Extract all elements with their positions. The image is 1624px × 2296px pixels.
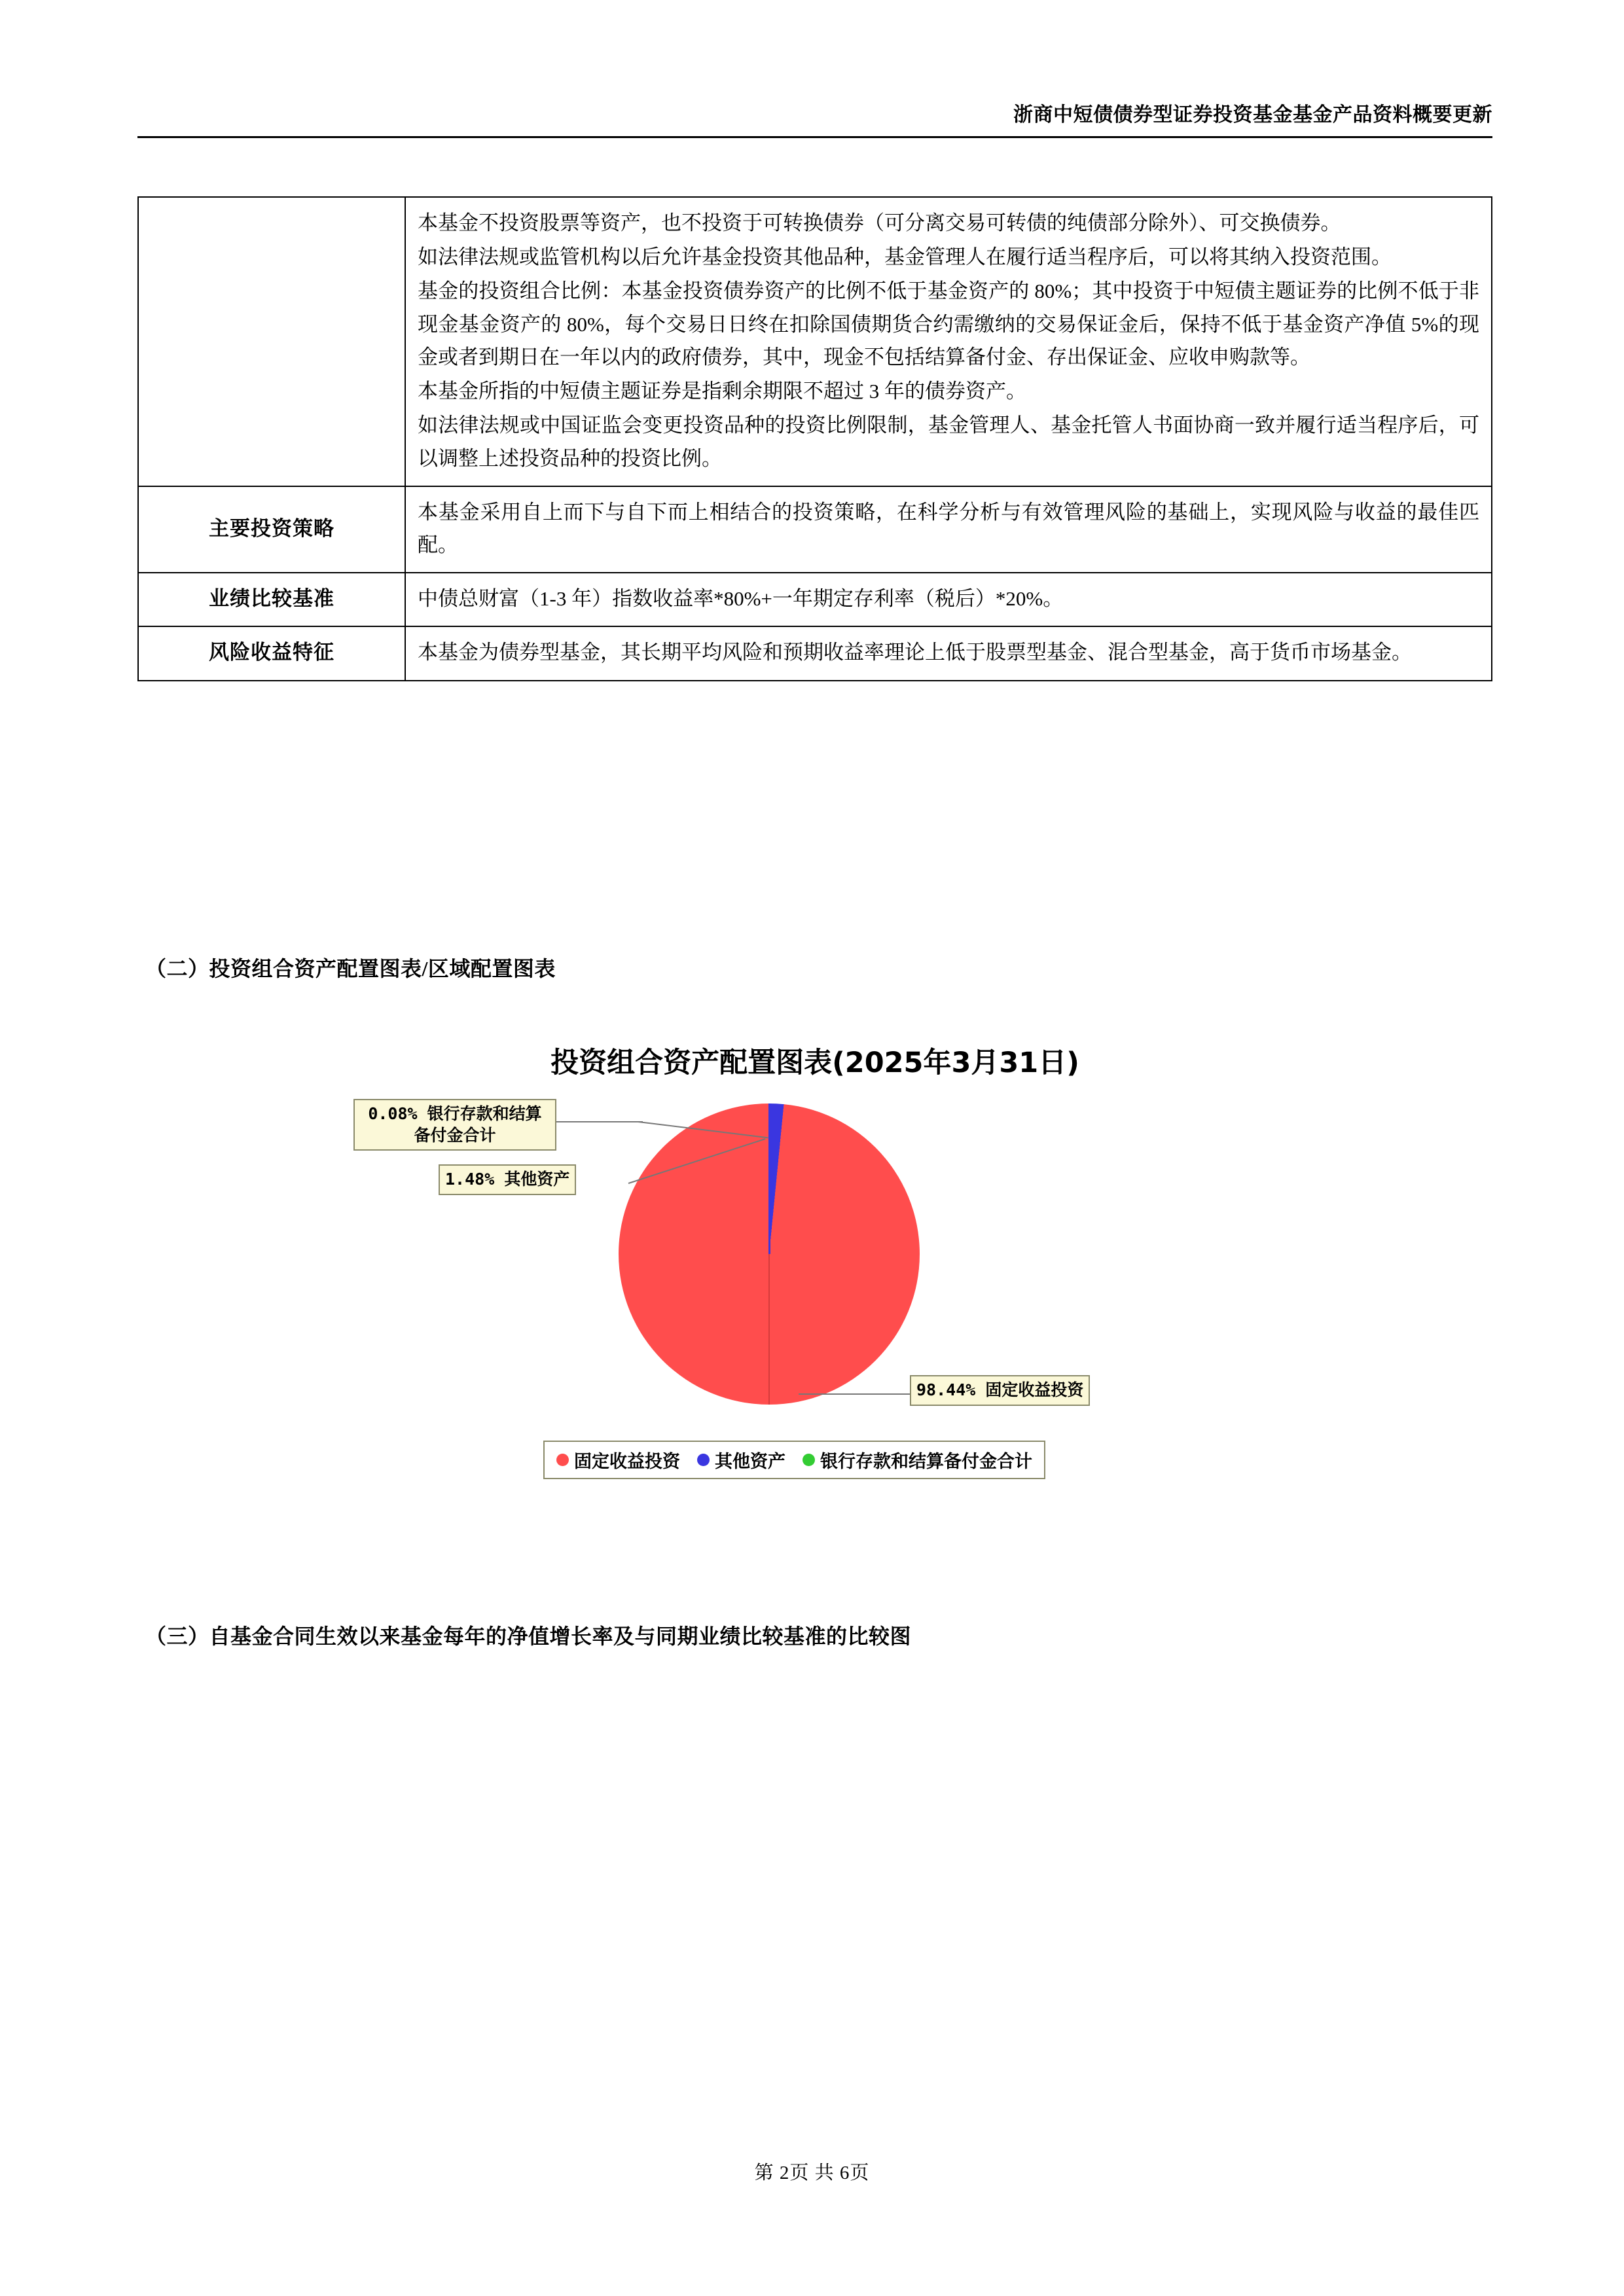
callout-other-assets [439,1164,576,1195]
pie-boundary-line [768,1254,770,1405]
page-header [137,98,1492,138]
paragraph: 本基金不投资股票等资产，也不投资于可转换债券（可分离交易可转债的纯债部分除外）、可交换债券。 [418,211,1341,234]
callout-other-label: 其他资产 [504,1170,570,1189]
callout-bank-label: 银行存款和结算备付金合计 [414,1104,542,1145]
chart-title: 投资组合资产配置图表(2025年3月31日) [550,1047,1079,1079]
callout-bank-deposits [353,1099,556,1151]
row-content [405,486,1492,573]
legend-label: 固定收益投资 [574,1452,680,1472]
legend-dot-icon [803,1454,815,1466]
leader-line-bank [545,1121,643,1122]
row-label [138,197,405,486]
table-row [138,626,1492,680]
callout-bank-percent: 0.08% [368,1104,418,1123]
legend-dot-icon [697,1454,710,1466]
table-row [138,573,1492,626]
row-content [405,197,1492,486]
section-heading-three: （三）自基金合同生效以来基金每年的净值增长率及与同期业绩比较基准的比较图 [145,1624,912,1648]
row-label: 风险收益特征 [138,626,405,680]
paragraph: 本基金为债券型基金，其长期平均风险和预期收益率理论上低于股票型基金、混合型基金，高于货币市场基金。 [418,641,1412,664]
legend-item-other-assets [697,1447,785,1473]
paragraph: 如法律法规或监管机构以后允许基金投资其他品种，基金管理人在履行适当程序后，可以将其纳入投资范围。 [418,245,1392,269]
paragraph: 如法律法规或中国证监会变更投资品种的投资比例限制，基金管理人、基金托管人书面协商一致并履行适当程序后，可以调整上述投资品种的投资比例。 [418,414,1479,470]
legend-item-fixed-income [556,1447,680,1473]
row-label: 业绩比较基准 [138,573,405,626]
pie-slice-other-assets [768,1103,770,1254]
fund-info-table [137,196,1492,681]
paragraph: 本基金所指的中短债主题证券是指剩余期限不超过 3 年的债券资产。 [418,380,1026,403]
callout-other-percent: 1.48% [445,1170,495,1189]
table-row [138,197,1492,486]
leader-line-fixed [799,1393,913,1395]
paragraph: 本基金采用自上而下与自下而上相结合的投资策略，在科学分析与有效管理风险的基础上，实现风险与收益的最佳匹配。 [418,500,1479,556]
table-row [138,486,1492,573]
asset-allocation-chart [340,1041,1290,1564]
legend-item-bank-deposits [803,1447,1032,1473]
page-footer: 第 2页 共 6页 [754,2162,870,2183]
header-divider [137,136,1492,138]
chart-area [340,1087,1290,1506]
callout-fixed-percent: 98.44% [916,1380,976,1399]
paragraph: 中债总财富（1-3 年）指数收益率*80%+一年期定存利率（税后）*20%。 [418,587,1064,611]
paragraph: 基金的投资组合比例：本基金投资债券资产的比例不低于基金资产的 80%；其中投资于中短债主题证券的比例不低于非现金基金资产的 80%，每个交易日日终在扣除国债期货合约需缴纳的交易保证金后，保持不低于基金资产净值 5%的现金或者到期日在一年以内的政府债券，其中，现金不包括结算备付金、存出保证金、应收申购款等。 [418,279,1479,368]
section-heading-two: （二）投资组合资产配置图表/区域配置图表 [145,957,556,980]
header-title: 浙商中短债债券型证券投资基金基金产品资料概要更新 [1013,104,1492,126]
callout-fixed-income [910,1375,1090,1406]
callout-fixed-label: 固定收益投资 [985,1380,1084,1399]
legend-label: 其他资产 [715,1452,785,1472]
pie-graphic [619,1103,920,1405]
legend-label: 银行存款和结算备付金合计 [820,1452,1032,1472]
row-content [405,626,1492,680]
row-label: 主要投资策略 [138,486,405,573]
legend-dot-icon [556,1454,569,1466]
chart-legend [543,1441,1045,1479]
row-content [405,573,1492,626]
